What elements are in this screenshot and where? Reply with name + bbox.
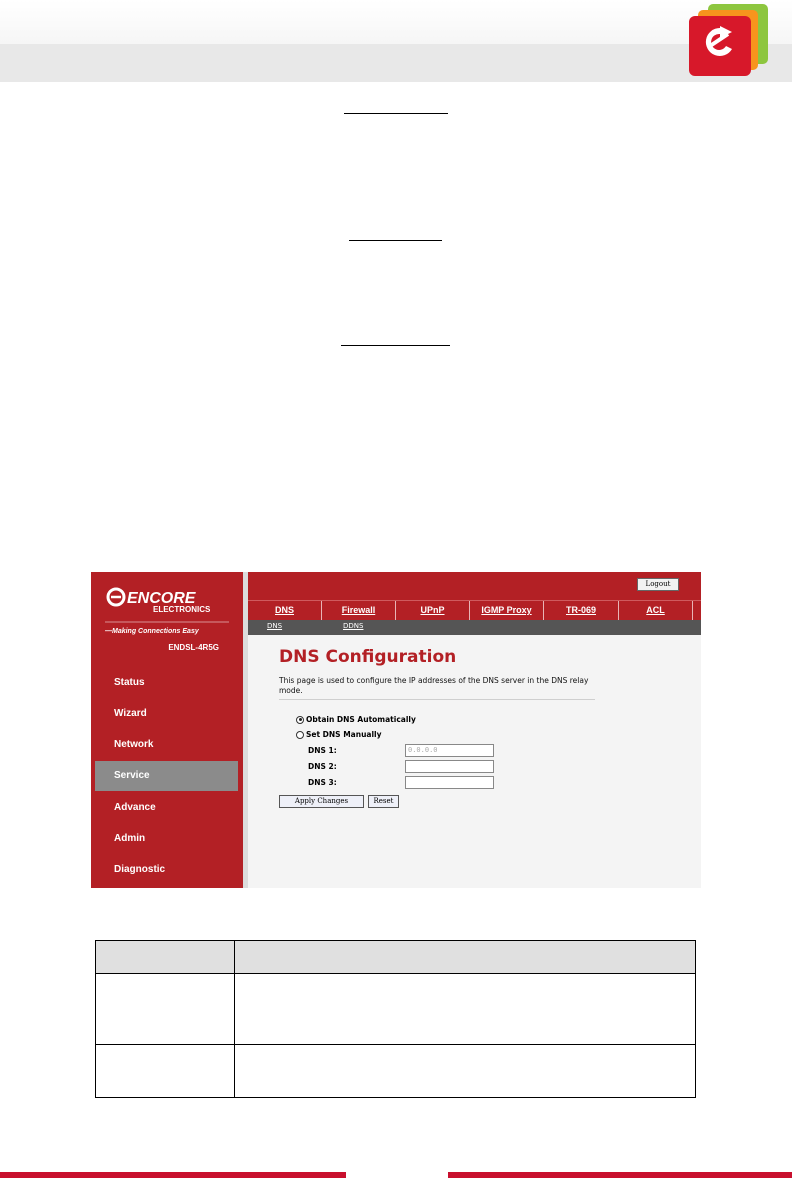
- brand-tagline: —Making Connections Easy: [105, 628, 199, 635]
- page-header: [0, 0, 792, 44]
- table-row: [96, 975, 695, 1045]
- nav-status[interactable]: Status: [114, 677, 145, 688]
- dns2-label: DNS 2:: [308, 762, 337, 771]
- divider: [279, 699, 595, 700]
- blank-line-1: [344, 113, 448, 114]
- footer-line-left: [0, 1172, 346, 1178]
- page-description: This page is used to configure the IP addresses of the DNS server in the DNS relay mode.: [279, 676, 589, 695]
- reset-button[interactable]: Reset: [368, 795, 399, 808]
- encore-brand-logo: [105, 584, 229, 626]
- table-column-divider: [234, 941, 235, 1097]
- sidebar: [91, 572, 243, 888]
- nav-wizard[interactable]: Wizard: [114, 708, 147, 719]
- tab-upnp[interactable]: UPnP: [396, 601, 470, 620]
- page-title: DNS Configuration: [279, 647, 457, 667]
- subtab-ddns[interactable]: DDNS: [343, 622, 364, 630]
- table-header-row: [96, 941, 695, 974]
- subtab-dns[interactable]: DNS: [267, 622, 283, 630]
- dns3-label: DNS 3:: [308, 778, 337, 787]
- model-name: ENDSL-4R5G: [168, 643, 219, 652]
- option-set-manual-label: Set DNS Manually: [306, 730, 382, 739]
- logout-button[interactable]: Logout: [637, 578, 679, 591]
- blank-line-3: [341, 345, 450, 346]
- nav-advance[interactable]: Advance: [114, 802, 156, 813]
- dns1-input[interactable]: 0.0.0.0: [405, 744, 494, 757]
- option-set-manual[interactable]: [296, 730, 382, 739]
- brand-sub: ELECTRONICS: [153, 605, 211, 614]
- footer-line-right: [448, 1172, 792, 1178]
- radio-set-manual[interactable]: [296, 731, 304, 739]
- nav-admin[interactable]: Admin: [114, 833, 146, 844]
- tab-tr-069[interactable]: TR-069: [544, 601, 619, 620]
- sub-tab-bar: [248, 620, 701, 635]
- option-obtain-auto-label: Obtain DNS Automatically: [306, 715, 416, 724]
- nav-service[interactable]: Service: [95, 761, 238, 791]
- apply-changes-button[interactable]: Apply Changes: [279, 795, 364, 808]
- tab-dns[interactable]: DNS: [248, 601, 322, 620]
- blank-line-2: [349, 240, 442, 241]
- tab-igmp-proxy[interactable]: IGMP Proxy: [470, 601, 544, 620]
- dns3-input[interactable]: [405, 776, 494, 789]
- tab-firewall[interactable]: Firewall: [322, 601, 396, 620]
- page-header-bar: [0, 44, 792, 82]
- encore-logo-icon: [688, 4, 770, 78]
- router-screenshot: [91, 572, 701, 888]
- description-table: [95, 940, 696, 1098]
- radio-obtain-auto[interactable]: [296, 716, 304, 724]
- tab-bar: [248, 600, 701, 620]
- top-bar: [248, 572, 701, 600]
- dns2-input[interactable]: [405, 760, 494, 773]
- nav-diagnostic[interactable]: Diagnostic: [114, 864, 166, 875]
- option-obtain-auto[interactable]: [296, 715, 416, 724]
- nav-network[interactable]: Network: [114, 739, 154, 750]
- tab-acl[interactable]: ACL: [619, 601, 693, 620]
- brand-name: ENCORE: [127, 590, 196, 607]
- dns1-label: DNS 1:: [308, 746, 337, 755]
- content-panel: [248, 635, 701, 888]
